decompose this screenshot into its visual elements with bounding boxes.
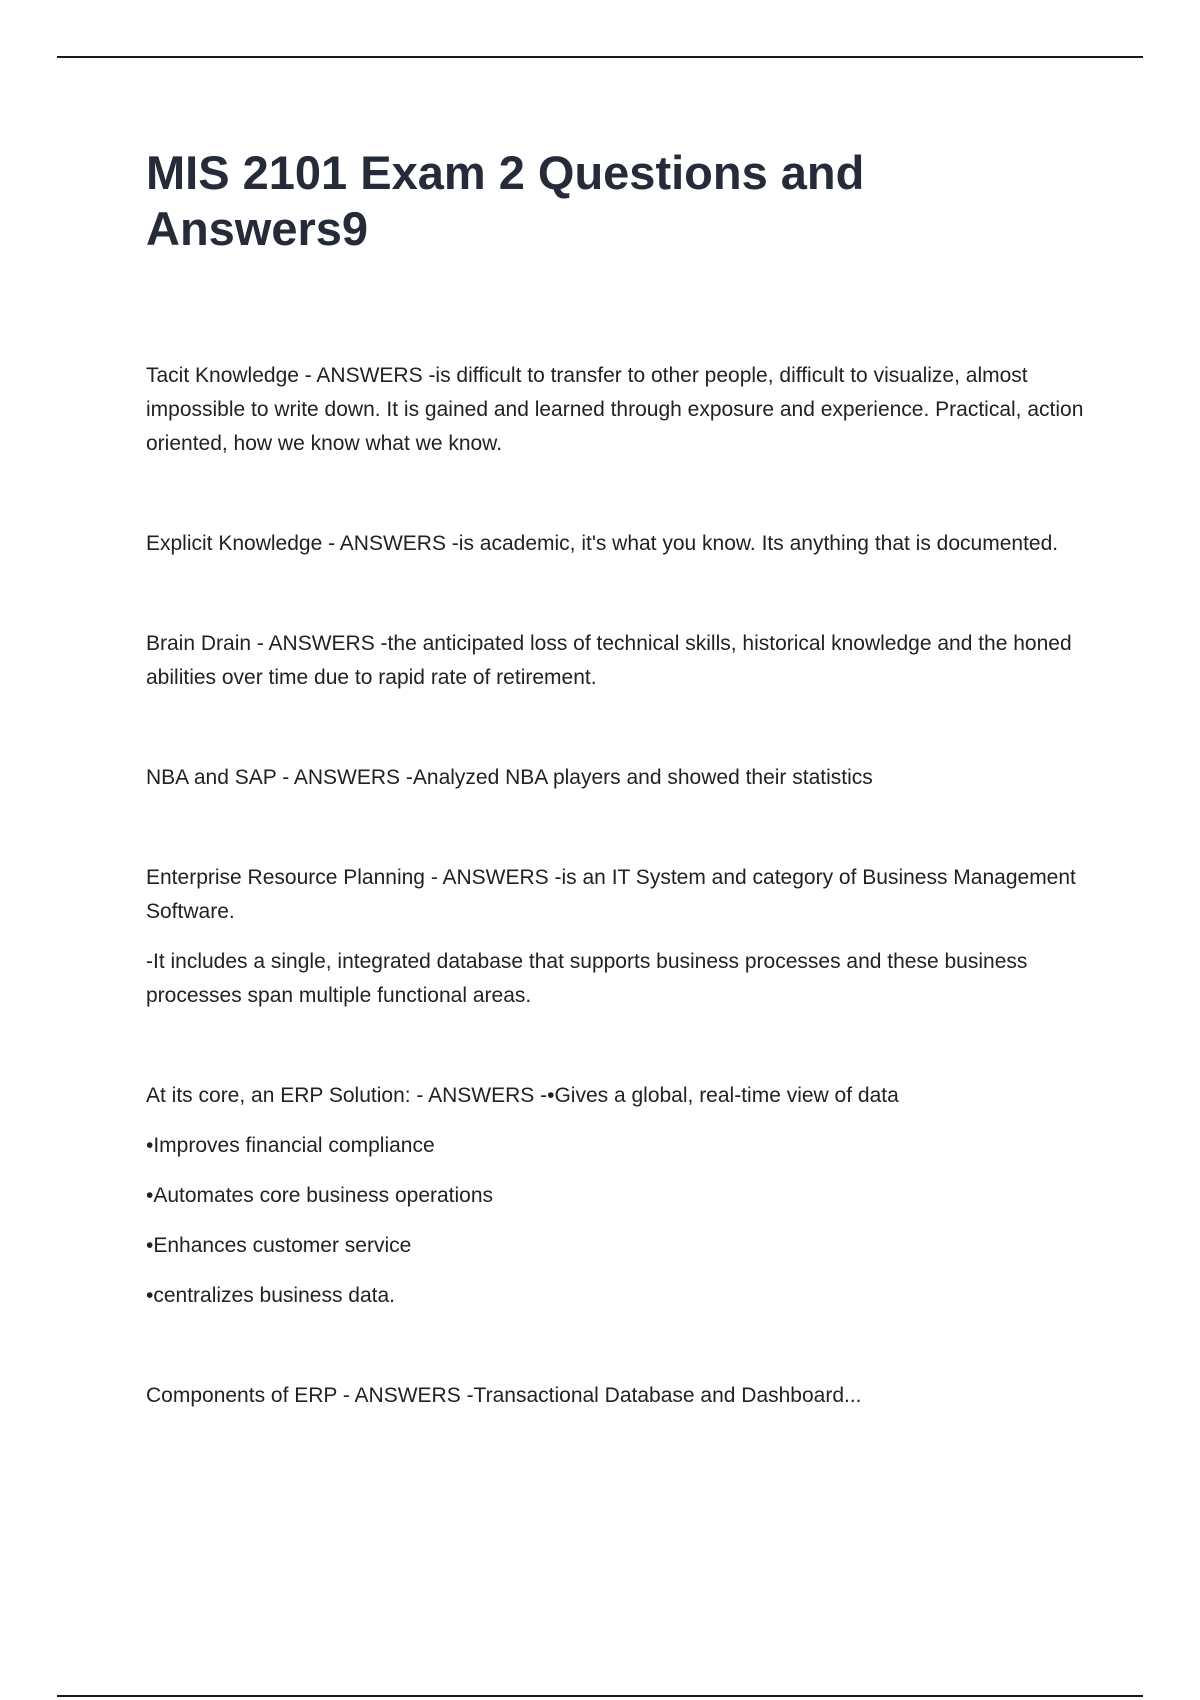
bottom-rule [57,1695,1143,1697]
qa-paragraph: Enterprise Resource Planning - ANSWERS -is an IT System and category of Business Management Software. [146,866,1076,923]
qa-bullet: •Improves financial compliance [146,1134,435,1157]
qa-paragraph: Components of ERP - ANSWERS -Transactional Database and Dashboard... [146,1384,862,1407]
qa-bullet: •Automates core business operations [146,1184,494,1207]
qa-list [146,359,1086,1413]
qa-entry-erp-solution [146,1079,1086,1313]
qa-entry-tacit-knowledge [146,359,1086,461]
qa-paragraph: NBA and SAP - ANSWERS -Analyzed NBA players and showed their statistics [146,766,873,789]
qa-paragraph: Tacit Knowledge - ANSWERS -is difficult to transfer to other people, difficult to visualize, almost impossible to write down. It is gained and learned through exposure and experience. Practical, action oriented, how we know what we know. [146,364,1084,455]
qa-entry-erp [146,861,1086,1013]
qa-paragraph: Explicit Knowledge - ANSWERS -is academic, it's what you know. Its anything that is documented. [146,532,1059,555]
qa-bullet: •Enhances customer service [146,1234,412,1257]
qa-entry-explicit-knowledge [146,527,1086,561]
qa-paragraph: Brain Drain - ANSWERS -the anticipated loss of technical skills, historical knowledge and the honed abilities over time due to rapid rate of retirement. [146,632,1072,689]
qa-entry-erp-components [146,1379,1086,1413]
page-title: MIS 2101 Exam 2 Questions and Answers9 [146,146,865,255]
qa-paragraph: -It includes a single, integrated database that supports business processes and these business processes span multiple functional areas. [146,950,1028,1007]
top-rule [57,56,1143,58]
qa-bullet: •centralizes business data. [146,1284,395,1307]
document-body [146,145,1086,1479]
qa-entry-brain-drain [146,627,1086,695]
qa-entry-nba-sap [146,761,1086,795]
qa-paragraph: At its core, an ERP Solution: - ANSWERS -•Gives a global, real-time view of data [146,1084,899,1107]
